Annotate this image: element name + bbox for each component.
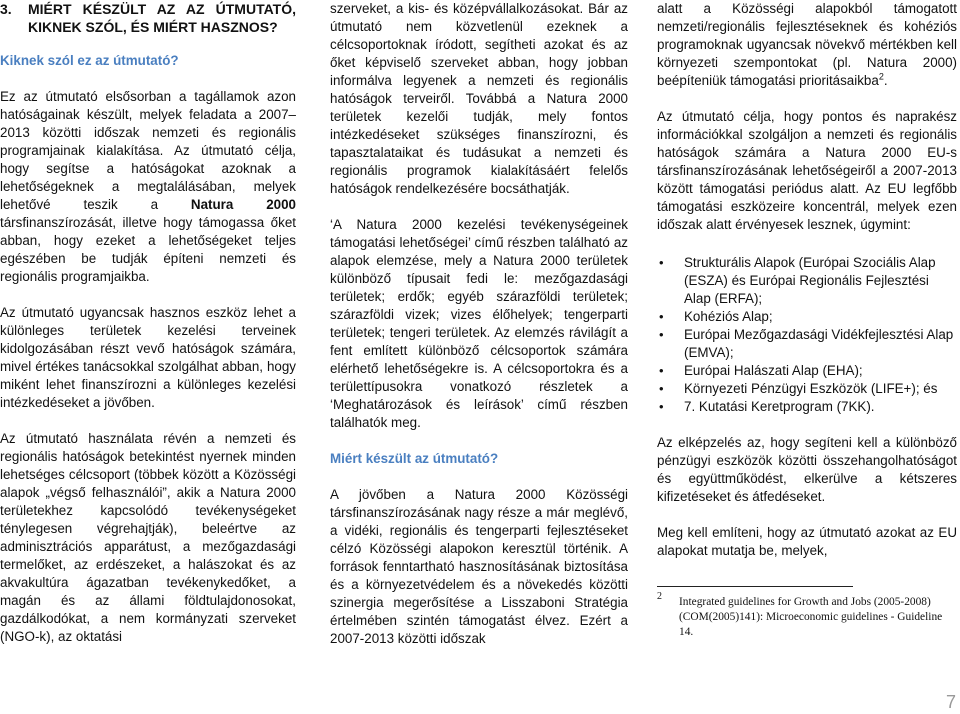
- bullet-icon: •: [659, 363, 664, 378]
- paragraph: szerveket, a kis- és középvállalkozásokat. Bár az útmutató nem közvetlenül ezeknek a célcsoportoknak íródott, segítheti azokat és az őket képviselő szerveket abban, hogy jobban informálva legyenek a nemzeti és regionális hatóságok terveiről. Továbbá a Natura 2000 területek kezelői tudják, mely fontos intézkedéseket szükséges finanszírozni, és tapasztalataikat és tudásukat a nemzeti és regionális programok kialakításáért felelős hatóságok rendelkezésére bocsáthatják.: [330, 1, 628, 196]
- paragraph: A jövőben a Natura 2000 Közösségi társfinanszírozásának nagy része a már meglévő, a vidéki, regionális és tengerparti fejlesztéseket célzó Közösségi alapokon keresztül történik. A források fenntartható hasznosításának biztosítása és a környezetvédelem és a növekedés közötti szinergia megerősítése a Lisszaboni Stratégia értelmében szintén támogatást élvez. Ezért a 2007-2013 közötti időszak: [330, 487, 628, 646]
- footnote-divider: [657, 586, 853, 587]
- list-item: • Környezeti Pénzügyi Eszközök (LIFE+); és: [659, 381, 938, 396]
- section-number: 3.: [0, 1, 12, 17]
- paragraph: Ez az útmutató elsősorban a tagállamok azon hatóságainak készült, melyek feladata a 2007–2013 közötti időszak nemzeti és regionális programjainak kialakítása. Az útmutató célja, hogy segítse a hatóságokat azoknak a lehetőségeknek a megtalálásában, melyek lehetővé teszik a Natura 2000 társfinanszírozását, illetve hogy támogassa őket abban, hogy ezeket a lehetőségeket teljes egészében be tudják építeni nemzeti és regionális programjaikba.: [0, 89, 296, 284]
- section-title-text: MIÉRT KÉSZÜLT AZ AZ ÚTMUTATÓ, KIKNEK SZÓL, ÉS MIÉRT HASZNOS?: [28, 1, 296, 35]
- list-item: • Strukturális Alapok (Európai Szociális Alap (ESZA) és Európai Regionális Fejlesztési Alap (ERFA);: [659, 255, 936, 306]
- paragraph: Meg kell említeni, hogy az útmutató azokat az EU alapokat mutatja be, melyek,: [657, 525, 957, 558]
- subheading-why: Miért készült az útmutató?: [330, 451, 499, 466]
- list-item: • Kohéziós Alap;: [659, 309, 773, 324]
- bullet-icon: •: [659, 327, 664, 342]
- column-left: [0, 0, 296, 646]
- paragraph: Az útmutató célja, hogy pontos és naprakész információkkal szolgáljon a nemzeti és regionális hatóságok számára a Natura 2000 EU-s társfinanszírozásának lehetőségeiről a 2007-2013 között támogatási periódus alatt. Az EU legfőbb támogatási eszközeire koncentrál, melyek ezen időszak alatt érvényesek lesznek, úgymint:: [657, 109, 957, 232]
- fund-list: [657, 254, 957, 416]
- footnote-text: Integrated guidelines for Growth and Jobs (2005-2008) (COM(2005)141): Microeconomic guidelines - Guideline 14.: [679, 596, 943, 638]
- bullet-icon: •: [659, 381, 664, 396]
- list-item: • Európai Mezőgazdasági Vidékfejlesztési Alap (EMVA);: [659, 327, 954, 360]
- paragraph: alatt a Közösségi alapokból támogatott nemzeti/regionális fejlesztéseknek és kohéziós programoknak ugyancsak növekvő mértékben kell környezeti szempontokat (pl. Natura 2000) beépíteniük támogatási prioritásaikba$^2$.: [657, 1, 957, 88]
- footnote-reference[interactable]: 2: [878, 71, 884, 82]
- footnote-mark: 2: [657, 591, 662, 602]
- footnote: [657, 591, 957, 640]
- list-item: • 7. Kutatási Keretprogram (7KK).: [659, 399, 875, 414]
- paragraph: Az útmutató használata révén a nemzeti és regionális hatóságok betekintést nyernek minden lehetséges célcsoport (többek között a Közösségi alapok „végső felhasználói”, akik a Natura 2000 területekhez kapcsolódó tevékenységeket ténylegesen végrehajtják), beleértve az adminisztrációs apparátust, a mezőgazdasági termelőket, az erdészeket, a halászokat és az akvakultúra ágazatban tevékenykedőket, a magán és az állami földtulajdonosokat, gazdálkodókat, a nem kormányzati szerveket (NGO-k), az oktatási: [0, 431, 296, 644]
- page-number: 7: [945, 692, 956, 712]
- paragraph: Az útmutató ugyancsak hasznos eszköz lehet a különleges területek kezelési terveinek kidolgozásában részt vevő hatóságok számára, mivel értékes tanácsokkal szolgálhat abban, hogy miként lehet finanszírozni a különleges kezelési intézkedéseket a jövőben.: [0, 305, 296, 410]
- paragraph: ‘A Natura 2000 kezelési tevékenységeinek támogatási lehetőségei’ című részben található az alapok elemzése, mely a Natura 2000 területek különböző típusait fedi le: mezőgazdasági területek; erdők; egyéb szárazföldi területek; szárazföldi vizek; vizes élőhelyek; tengerparti területek; tengeri területek. Az elemzés rávilágít a fent említett különböző célcsoportok számára elérhető lehetőségekre is. A célcsoportokra és a területtípusokra vonatkozó részletek a ‘Meghatározások és leírások’ című részben találhatók meg.: [330, 217, 628, 430]
- bullet-icon: •: [659, 309, 664, 324]
- bullet-icon: •: [659, 255, 664, 270]
- column-right: [657, 0, 957, 640]
- bullet-icon: •: [659, 399, 664, 414]
- column-middle: [330, 0, 628, 648]
- section-title: [0, 0, 296, 36]
- subheading-who: Kiknek szól ez az útmutató?: [0, 53, 179, 68]
- list-item: • Európai Halászati Alap (EHA);: [659, 363, 863, 378]
- paragraph: Az elképzelés az, hogy segíteni kell a különböző pénzügyi eszközök közötti összehangolhatóságot és együttműködést, elkerülve a kétszeres kifizetéseket és átfedéseket.: [657, 435, 957, 504]
